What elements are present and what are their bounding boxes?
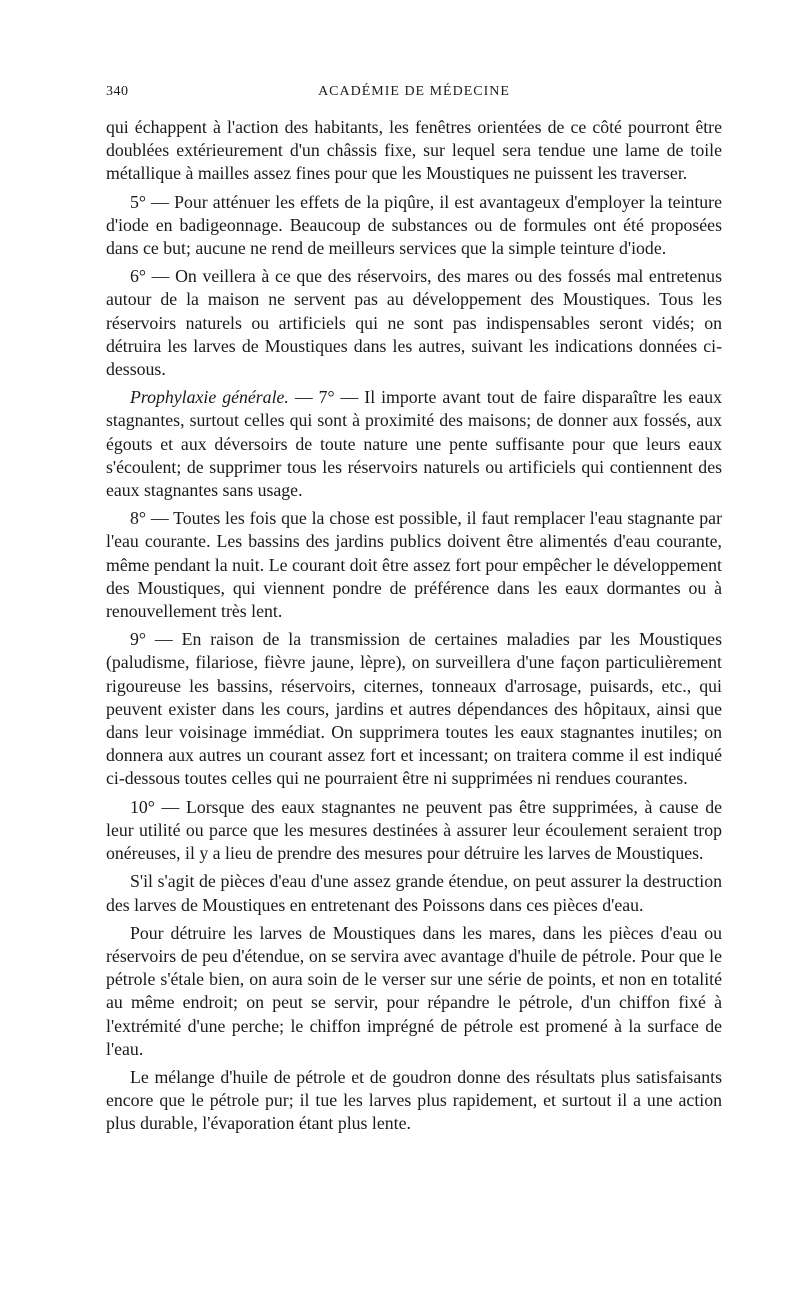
paragraph-item-5: 5° — Pour atténuer les effets de la piqûre, il est avantageux d'employer la teinture d'iode en badigeonnage. Beaucoup de substances ou de formules ont été proposées dans ce but; aucune ne rend de meilleurs services que la simple teinture d'iode. bbox=[106, 191, 722, 259]
paragraph-item-8: 8° — Toutes les fois que la chose est possible, il faut remplacer l'eau stagnante par l'eau courante. Les bassins des jardins publics doivent être alimentés d'eau courante, même pendant la nuit. Le courant doit être assez fort pour empêcher le développement des Moustiques, qui viennent pondre de préférence dans les eaux dormantes ou à renouvellement très lent. bbox=[106, 508, 722, 622]
running-head bbox=[106, 84, 722, 106]
paragraph-item-10: 10° — Lorsque des eaux stagnantes ne peuvent pas être supprimées, à cause de leur utilité ou parce que les mesures destinées à assurer leur écoulement seraient trop onéreuses, il y a lieu de prendre des mesures pour détruire les larves de Moustiques. bbox=[106, 796, 722, 864]
page-number: 340 bbox=[106, 84, 129, 99]
paragraph-petrole: Pour détruire les larves de Moustiques dans les mares, dans les pièces d'eau ou réservoirs de peu d'étendue, on se servira avec avantage d'huile de pétrole. Pour que le pétrole s'étale bien, on aura soin de le verser sur une série de points, et non en totalité au même endroit; on peut se servir, pour répandre le pétrole, d'un chiffon fixé à l'extrémité d'une perche; le chiffon imprégné de pétrole est promené à la surface de l'eau. bbox=[106, 922, 722, 1059]
body-text bbox=[106, 116, 722, 1136]
paragraph-goudron: Le mélange d'huile de pétrole et de goudron donne des résultats plus satisfaisants encore que le pétrole pur; il tue les larves plus rapidement, et surtout il a une action plus durable, l'évaporation étant plus lente. bbox=[106, 1066, 722, 1134]
paragraph-item-6: 6° — On veillera à ce que des réservoirs, des mares ou des fossés mal entretenus autour de la maison ne servent pas au développement des Moustiques. Tous les réservoirs naturels ou artificiels qui ne sont pas indispensables seront vidés; on détruira les larves de Moustiques dans les autres, suivant les indications données ci-dessous. bbox=[106, 266, 722, 380]
paragraph-item-7-text: — 7° — Il importe avant tout de faire disparaître les eaux stagnantes, surtout celles qui sont à proximité des maisons; de donner aux fossés, aux égouts et aux déversoirs de toute nature une pente suffisante pour que leurs eaux s'écoulent; de supprimer tous les réservoirs naturels ou artificiels qui contiennent des eaux stagnantes sans usage. bbox=[106, 387, 722, 501]
running-title: ACADÉMIE DE MÉDECINE bbox=[318, 84, 510, 99]
paragraph-item-7 bbox=[106, 386, 722, 502]
paragraph-continuation: qui échappent à l'action des habitants, les fenêtres orientées de ce côté pourront être doublées extérieurement d'un châssis fixe, sur lequel sera tendue une lame de toile métallique à mailles assez fines pour que les Moustiques ne puissent les traverser. bbox=[106, 117, 722, 184]
paragraph-item-9: 9° — En raison de la transmission de certaines maladies par les Moustiques (paludisme, filariose, fièvre jaune, lèpre), on surveillera d'une façon particulièrement rigoureuse les bassins, réservoirs, citernes, tonneaux d'arrosage, puisards, etc., qui peuvent exister dans les cours, jardins et autres dépendances des hôpitaux, ainsi que dans leur voisinage immédiat. On supprimera toutes les eaux stagnantes inutiles; on donnera aux autres un courant assez fort et incessant; on traitera comme il est indiqué ci-dessous toutes celles qui ne pourraient être ni supprimées ni rendues courantes. bbox=[106, 629, 722, 789]
section-heading-prophylaxie: Prophylaxie générale. bbox=[130, 387, 289, 408]
document-page bbox=[106, 84, 722, 1136]
paragraph-fish: S'il s'agit de pièces d'eau d'une assez grande étendue, on peut assurer la destruction des larves de Moustiques en entretenant des Poissons dans ces pièces d'eau. bbox=[106, 871, 722, 915]
